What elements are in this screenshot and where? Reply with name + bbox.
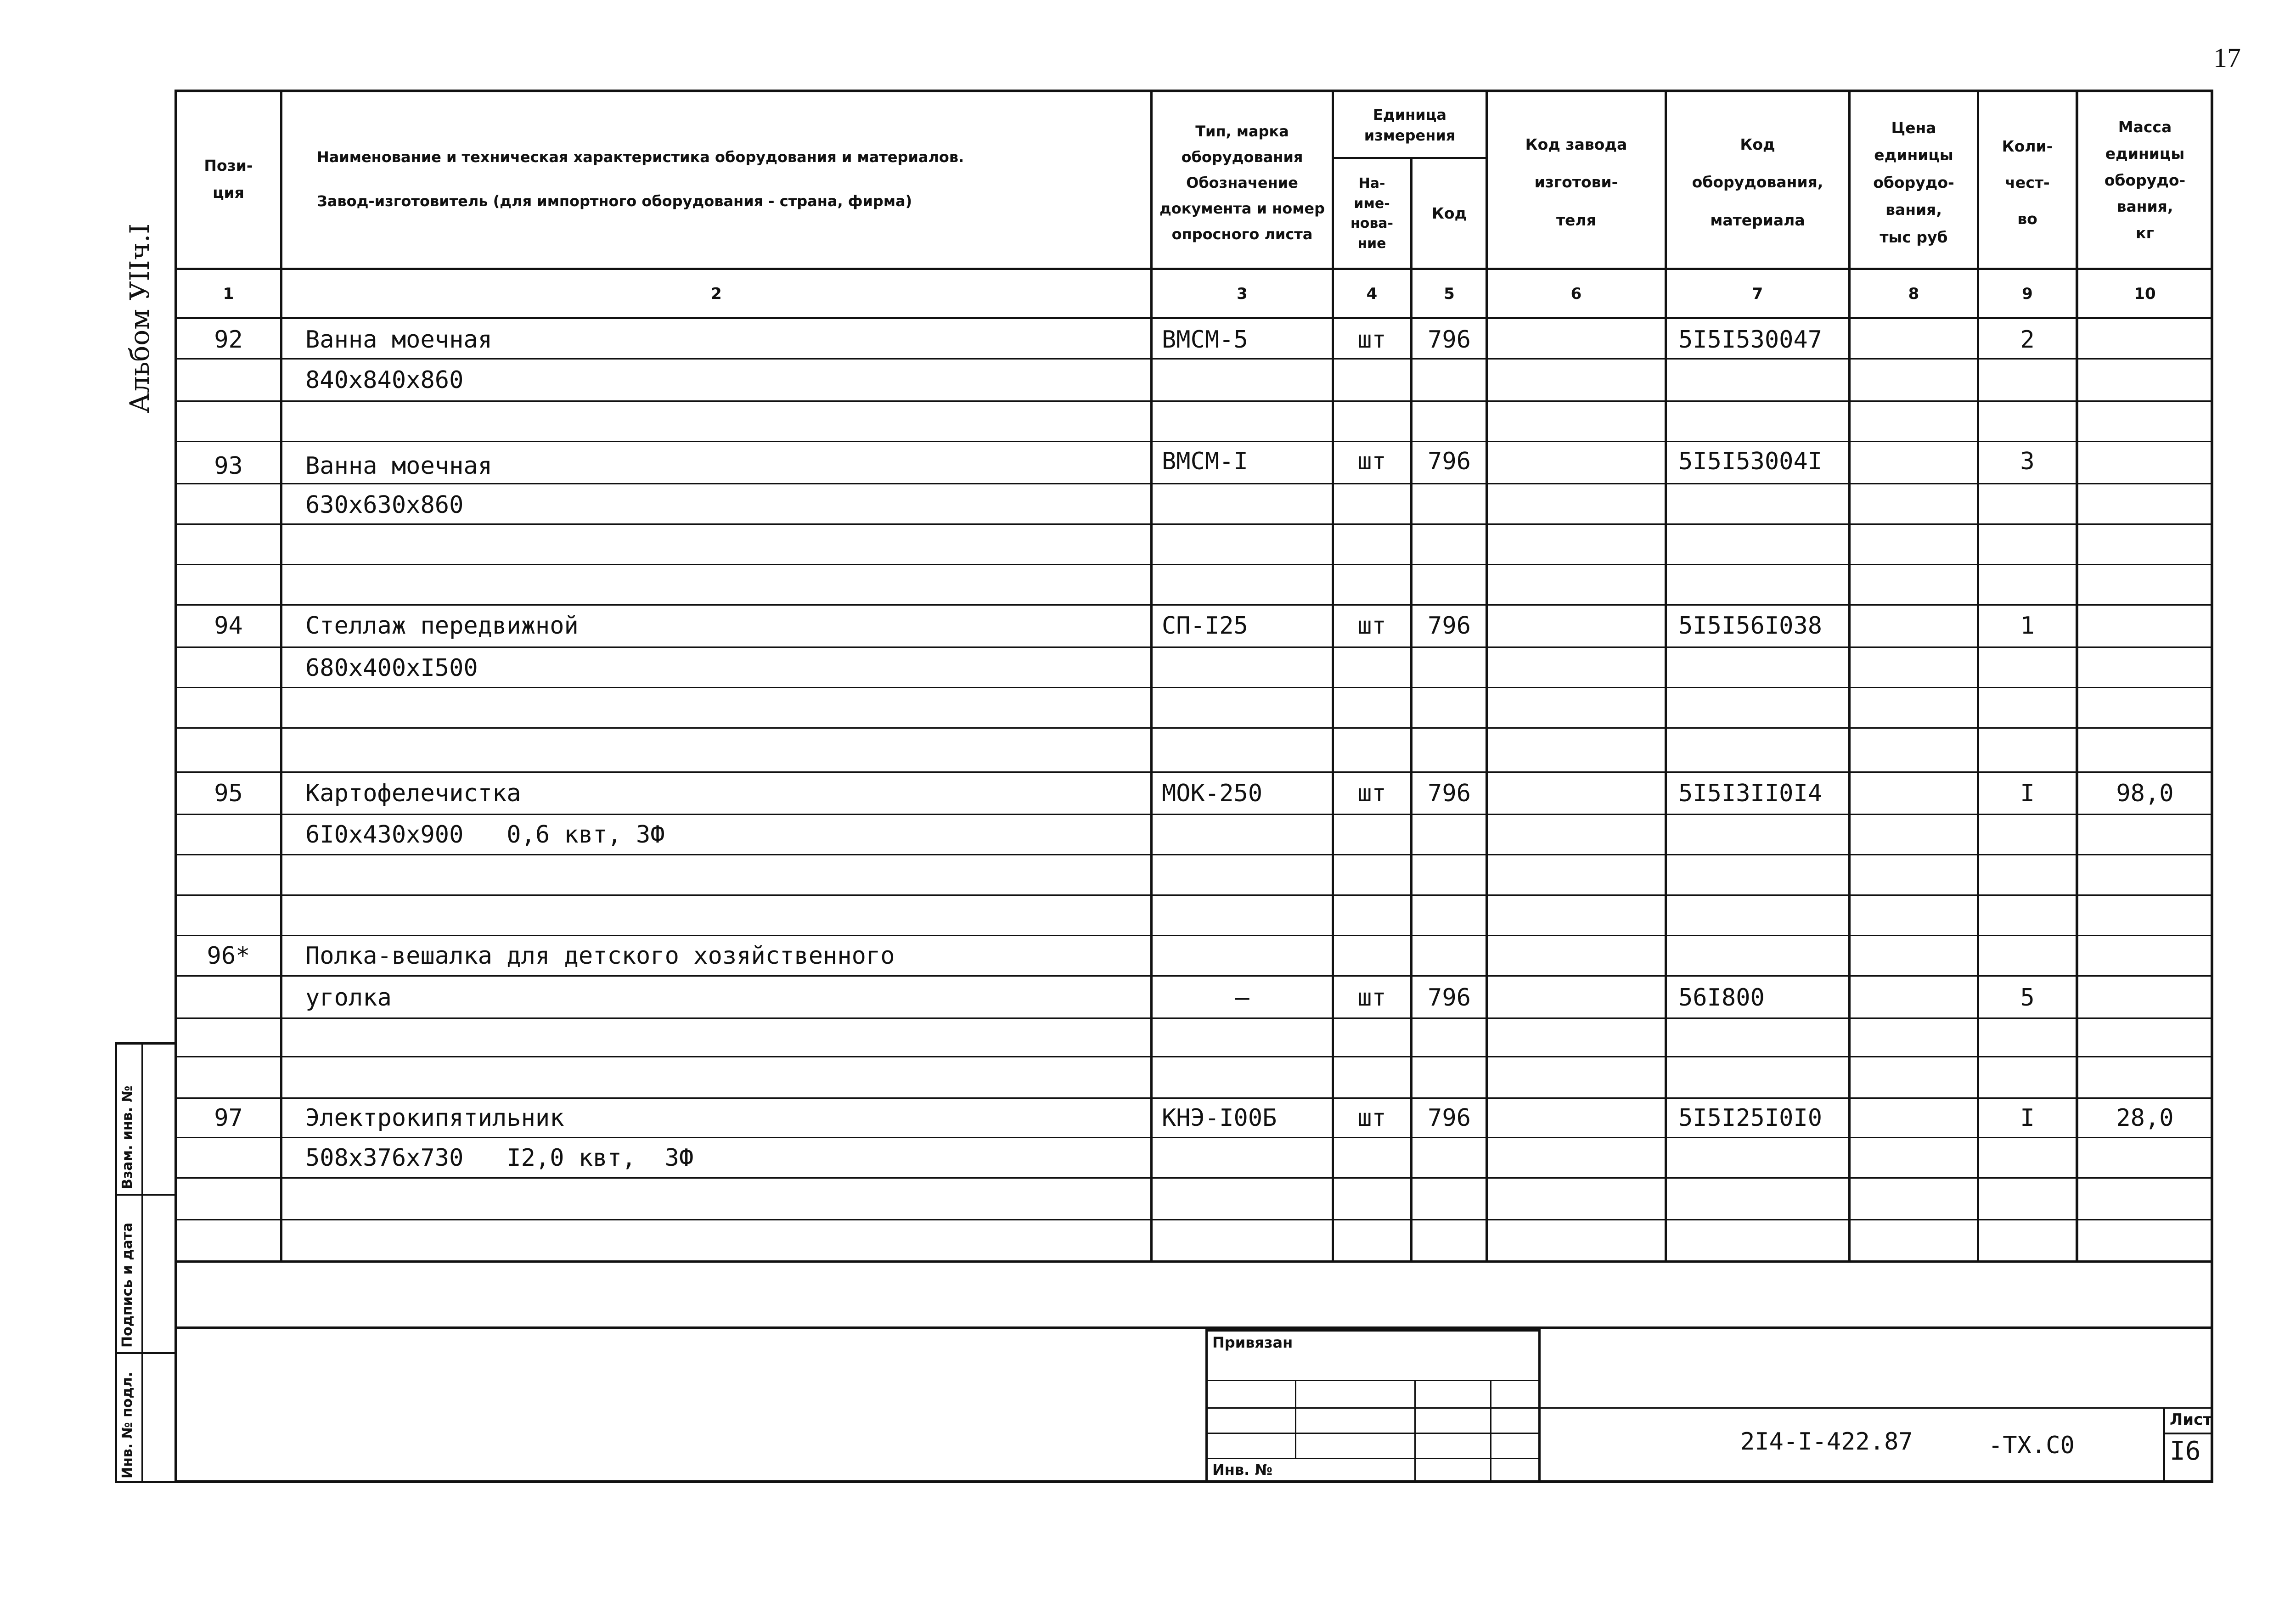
item-93-unit: шт	[1357, 448, 1386, 475]
item-93-qty: 3	[2020, 448, 2035, 475]
item-97-code: 796	[1428, 1104, 1471, 1132]
header-plant-code: Код завода изготови- теля	[1525, 135, 1627, 229]
sheet-label: Лист	[2170, 1411, 2212, 1429]
item-92-type: ВМСМ-5	[1162, 326, 1248, 354]
item-97-mass: 28,0	[2116, 1104, 2174, 1132]
document-code: 2I4-I-422.87	[1740, 1428, 1913, 1456]
header-type: Тип, марка оборудования Обозначение документа и номер опросного листа	[1159, 122, 1325, 243]
header-name: Наименование и техническая характеристика оборудования и материалов. Завод-изготовитель (для импортного оборудования - страна, фирма)	[317, 148, 964, 210]
item-92-unit: шт	[1357, 326, 1386, 354]
strip-signature-date: Подпись и дата	[119, 1222, 135, 1348]
item-96-eq-code: 56I800	[1678, 984, 1765, 1012]
item-95-eq-code: 5I5I3II0I4	[1678, 779, 1823, 807]
inventory-number-label: Инв. №	[1212, 1461, 1272, 1478]
header-position: Пози- ция	[204, 156, 253, 202]
item-93-name: Ванна моечная	[305, 452, 492, 480]
item-97-name: Электрокипятильник	[305, 1104, 564, 1132]
header-quantity: Коли- чест- во	[2002, 137, 2053, 228]
unit-divider	[1332, 157, 1486, 159]
header-unit: Единица измерения	[1364, 106, 1456, 144]
item-96-mass	[2078, 978, 2212, 1017]
item-96-name-cont: уголка	[305, 984, 392, 1012]
col-num-8: 8	[1908, 285, 1919, 303]
col-num-1: 1	[223, 285, 234, 303]
col-num-9: 9	[2022, 285, 2033, 303]
item-97-qty: I	[2020, 1104, 2035, 1132]
strip-original-inv: Инв. № подл.	[119, 1371, 135, 1478]
title-block	[174, 1329, 2213, 1483]
item-96-code: 796	[1428, 984, 1471, 1012]
header-unit-code: Код	[1431, 204, 1467, 223]
item-95-type: МОК-250	[1162, 779, 1263, 807]
col-num-2: 2	[711, 285, 722, 303]
item-92-mass	[2078, 321, 2212, 358]
item-95-name: Картофелечистка	[305, 779, 521, 807]
col-num-7: 7	[1752, 285, 1763, 303]
item-92-pos: 92	[214, 326, 243, 354]
page-number: 17	[2213, 43, 2241, 73]
album-label: Альбом УIIч.I	[124, 223, 155, 413]
item-96-pos: 96*	[207, 942, 250, 970]
document-suffix: -ТХ.С0	[1988, 1432, 2075, 1459]
item-94-qty: 1	[2020, 612, 2035, 640]
item-94-mass	[2078, 606, 2212, 645]
item-92-dimensions: 840х840х860	[305, 366, 464, 394]
item-93-type: ВМСМ-I	[1162, 448, 1248, 475]
col-num-3: 3	[1237, 285, 1248, 303]
attached-label: Привязан	[1212, 1334, 1293, 1351]
item-97-eq-code: 5I5I25I0I0	[1678, 1104, 1823, 1132]
item-94-dimensions: 680х400хI500	[305, 654, 478, 682]
item-96-qty: 5	[2020, 984, 2035, 1012]
item-95-pos: 95	[214, 779, 243, 807]
strip-replacement-inv: Взам. инв. №	[119, 1085, 135, 1189]
item-97-unit: шт	[1357, 1104, 1386, 1132]
col-num-4: 4	[1366, 285, 1378, 303]
header-divider	[174, 268, 2213, 270]
item-96-type: —	[1235, 984, 1249, 1012]
col-num-5: 5	[1444, 285, 1455, 303]
item-93-mass	[2078, 443, 2212, 480]
item-93-code: 796	[1428, 448, 1471, 475]
item-94-code: 796	[1428, 612, 1471, 640]
item-95-code: 796	[1428, 779, 1471, 807]
col-num-6: 6	[1570, 285, 1582, 303]
item-94-eq-code: 5I5I56I038	[1678, 612, 1823, 640]
column-number-divider	[174, 317, 2213, 319]
item-92-name: Ванна моечная	[305, 326, 492, 354]
item-97-type: КНЭ-I00Б	[1162, 1104, 1277, 1132]
item-95-dimensions: 6I0х430х900 0,6 квт, 3Ф	[305, 821, 665, 849]
item-97-dimensions: 508х376х730 I2,0 квт, 3Ф	[305, 1144, 694, 1172]
sheet-number: I6	[2170, 1436, 2201, 1466]
item-95-unit: шт	[1357, 779, 1386, 807]
item-93-pos: 93	[214, 452, 243, 480]
item-95-mass: 98,0	[2116, 779, 2174, 807]
header-price: Цена единицы оборудо- вания, тыс руб	[1873, 119, 1954, 246]
header-unit-name: На- име- нова- ние	[1350, 175, 1394, 252]
item-94-pos: 94	[214, 612, 243, 640]
item-94-name: Стеллаж передвижной	[305, 612, 579, 640]
header-equipment-code: Код оборудования, материала	[1692, 135, 1823, 229]
item-92-qty: 2	[2020, 326, 2035, 354]
header-mass: Масса единицы оборудо- вания, кг	[2104, 118, 2186, 242]
item-93-dimensions: 630х630х860	[305, 491, 464, 519]
item-93-eq-code: 5I5I53004I	[1678, 448, 1823, 475]
item-92-code: 796	[1428, 326, 1471, 354]
item-94-unit: шт	[1357, 612, 1386, 640]
item-92-eq-code: 5I5I530047	[1678, 326, 1823, 354]
item-94-type: СП-I25	[1162, 612, 1248, 640]
item-96-unit: шт	[1357, 984, 1386, 1012]
item-95-qty: I	[2020, 779, 2035, 807]
col-num-10: 10	[2134, 285, 2156, 303]
item-97-pos: 97	[214, 1104, 243, 1132]
item-96-name: Полка-вешалка для детского хозяйственного	[305, 942, 895, 970]
